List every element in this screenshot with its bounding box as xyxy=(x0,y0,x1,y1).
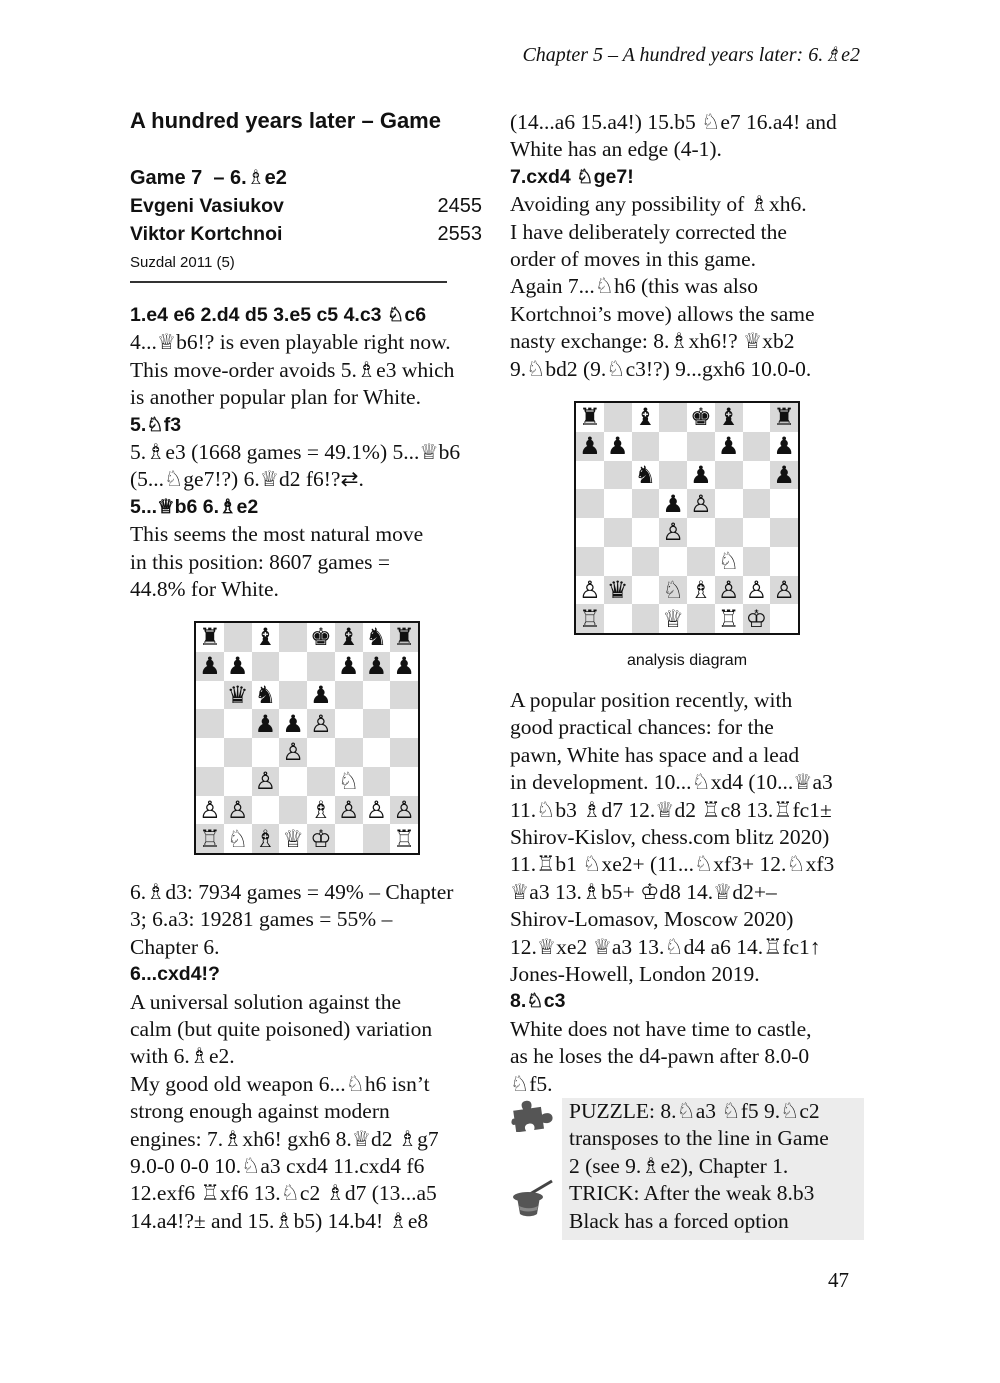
board-square xyxy=(390,709,418,738)
game-title: Game 7 – 6.♗e2 xyxy=(130,167,287,189)
text-line: 12.exf6 ♖xf6 13.♘c2 ♗d7 (13...a5 xyxy=(130,1181,437,1206)
board-square xyxy=(335,796,363,825)
text-line: in this position: 8607 games = xyxy=(130,549,390,574)
chess-piece: ♚ xyxy=(690,403,712,432)
black-rating: 2553 xyxy=(437,223,482,245)
chess-piece: ♟ xyxy=(393,652,415,681)
chess-piece: ♘ xyxy=(717,547,740,576)
board-square xyxy=(770,604,798,633)
board-square xyxy=(335,767,363,796)
text-line: engines: 7.♗xh6! gxh6 8.♕d2 ♗g7 xyxy=(130,1126,439,1151)
board-square xyxy=(687,403,715,432)
chess-piece: ♖ xyxy=(717,604,740,633)
board-square xyxy=(743,461,771,490)
board-square xyxy=(363,796,391,825)
chess-piece: ♟ xyxy=(226,652,249,681)
chess-piece: ♜ xyxy=(579,403,601,432)
chess-piece: ♟ xyxy=(690,460,712,489)
board-square xyxy=(715,518,743,547)
magic-hat-icon xyxy=(512,1178,556,1218)
black-player: Viktor Kortchnoi xyxy=(130,223,283,245)
puzzle-box-line: Black has a forced option xyxy=(569,1208,789,1233)
puzzle-piece-icon xyxy=(510,1098,556,1132)
board-square xyxy=(363,767,391,796)
board-square xyxy=(279,709,307,738)
page-number: 47 xyxy=(828,1268,849,1292)
chess-piece: ♗ xyxy=(690,575,712,604)
board-square xyxy=(363,652,391,681)
chess-piece: ♗ xyxy=(254,824,277,853)
chess-piece: ♟ xyxy=(199,652,221,681)
board-square xyxy=(576,518,604,547)
board-square xyxy=(604,576,632,605)
text-line: calm (but quite poisoned) variation xyxy=(130,1017,433,1042)
chess-piece: ♟ xyxy=(282,709,304,738)
text-line: 6.♗d3: 7934 games = 49% – Chapter xyxy=(130,880,454,904)
board-square xyxy=(224,738,252,767)
text-line: This move-order avoids 5.♗e3 which xyxy=(130,357,455,382)
board-square xyxy=(335,709,363,738)
chess-piece: ♕ xyxy=(662,604,684,633)
chess-piece: ♞ xyxy=(254,680,277,709)
board-square xyxy=(770,489,798,518)
white-player-row xyxy=(130,192,482,220)
board-square xyxy=(307,767,335,796)
board-square xyxy=(279,738,307,767)
board-square xyxy=(196,681,224,710)
puzzle-box-line: transposes to the line in Game xyxy=(569,1126,829,1151)
chess-piece: ♙ xyxy=(662,518,684,547)
board-square xyxy=(196,796,224,825)
text-line: Jones-Howell, London 2019. xyxy=(510,962,760,987)
board-square xyxy=(224,652,252,681)
chess-piece: ♜ xyxy=(199,623,221,652)
text-line: I have deliberately corrected the xyxy=(510,219,787,244)
running-head: Chapter 5 – A hundred years later: 6.♗e2 xyxy=(522,44,860,66)
board-square xyxy=(743,403,771,432)
board-square xyxy=(687,547,715,576)
board-square xyxy=(770,403,798,432)
text-line: good practical chances: for the xyxy=(510,715,774,740)
board-square xyxy=(576,461,604,490)
chess-piece: ♕ xyxy=(282,824,304,853)
chess-board-main xyxy=(194,621,420,855)
board-square xyxy=(224,796,252,825)
chess-piece: ♔ xyxy=(310,824,332,853)
text-line: Again 7...♘h6 (this was also xyxy=(510,274,758,299)
board-square xyxy=(632,489,660,518)
board-square xyxy=(224,623,252,652)
chess-piece: ♙ xyxy=(745,575,768,604)
chess-piece: ♟ xyxy=(606,432,629,461)
chess-piece: ♚ xyxy=(310,623,332,652)
section-title: A hundred years later – Game xyxy=(130,108,441,133)
chess-piece: ♟ xyxy=(310,680,332,709)
board-square xyxy=(279,623,307,652)
board-square xyxy=(632,432,660,461)
board-square xyxy=(604,547,632,576)
board-square xyxy=(604,461,632,490)
header-divider xyxy=(130,281,447,283)
text-line: 5.♗e3 (1668 games = 49.1%) 5...♕b6 xyxy=(130,440,461,465)
board-square xyxy=(307,681,335,710)
chess-board-analysis xyxy=(574,401,800,635)
text-line: White has an edge (4-1). xyxy=(510,137,722,162)
board-square xyxy=(632,461,660,490)
chess-piece: ♞ xyxy=(634,460,657,489)
puzzle-trick-box xyxy=(562,1098,864,1240)
chess-piece: ♜ xyxy=(393,623,415,652)
board-square xyxy=(363,709,391,738)
text-line: Chapter 6. xyxy=(130,934,220,959)
board-square xyxy=(390,623,418,652)
board-square xyxy=(743,547,771,576)
left-column-text-top xyxy=(130,302,486,603)
text-line: 3; 6.a3: 19281 games = 55% – xyxy=(130,907,393,932)
board-square xyxy=(196,709,224,738)
board-square xyxy=(604,432,632,461)
chess-piece: ♝ xyxy=(254,623,277,652)
chess-piece: ♙ xyxy=(310,709,332,738)
move-heading: 5.♘f3 xyxy=(130,413,182,436)
board-square xyxy=(715,461,743,490)
board-square xyxy=(715,489,743,518)
chess-piece: ♙ xyxy=(337,795,360,824)
chess-piece: ♟ xyxy=(717,432,740,461)
board-square xyxy=(252,796,280,825)
board-square xyxy=(196,652,224,681)
right-column-text-top xyxy=(510,109,868,383)
board-square xyxy=(279,652,307,681)
board-square xyxy=(770,547,798,576)
board-square xyxy=(659,576,687,605)
board-square xyxy=(770,432,798,461)
chess-piece: ♟ xyxy=(662,489,684,518)
board-square xyxy=(279,824,307,853)
board-square xyxy=(252,652,280,681)
text-line: (5...♘ge7!?) 6.♕d2 f6!?⇄. xyxy=(130,467,364,492)
board-square xyxy=(659,432,687,461)
text-line: 12.♕xe2 ♕a3 13.♘d4 a6 14.♖fc1↑ xyxy=(510,934,821,959)
board-square xyxy=(335,681,363,710)
board-square xyxy=(632,576,660,605)
text-line: 11.♘b3 ♗d7 12.♕d2 ♖c8 13.♖fc1± xyxy=(510,797,832,822)
board-square xyxy=(576,489,604,518)
board-square xyxy=(224,824,252,853)
board-square xyxy=(390,767,418,796)
chess-piece: ♙ xyxy=(393,795,415,824)
text-line: 9.♘bd2 (9.♘c3!?) 9...gxh6 10.0-0. xyxy=(510,356,812,381)
chess-piece: ♖ xyxy=(579,604,601,633)
board-square xyxy=(604,518,632,547)
text-line: This seems the most natural move xyxy=(130,522,424,547)
board-square xyxy=(715,604,743,633)
board-square xyxy=(687,461,715,490)
text-line: 4...♕b6!? is even playable right now. xyxy=(130,330,451,355)
event: Suzdal 2011 (5) xyxy=(130,254,235,271)
board-square xyxy=(632,403,660,432)
puzzle-box-line: 2 (see 9.♗e2), Chapter 1. xyxy=(569,1153,789,1178)
left-column-text-bottom xyxy=(130,879,486,1235)
move-heading: 5...♕b6 6.♗e2 xyxy=(130,495,259,518)
text-line: order of moves in this game. xyxy=(510,247,757,272)
chess-piece: ♘ xyxy=(662,575,684,604)
chess-piece: ♞ xyxy=(365,623,388,652)
puzzle-box-line: PUZZLE: 8.♘a3 ♘f5 9.♘c2 xyxy=(569,1099,820,1123)
chess-piece: ♛ xyxy=(606,575,629,604)
board-square xyxy=(307,796,335,825)
board-square xyxy=(632,547,660,576)
board-square xyxy=(252,767,280,796)
chess-piece: ♘ xyxy=(337,767,360,796)
text-line: My good old weapon 6...♘h6 isn’t xyxy=(130,1071,430,1096)
board-square xyxy=(307,623,335,652)
board-square xyxy=(659,461,687,490)
chess-piece: ♙ xyxy=(365,795,388,824)
text-line: A universal solution against the xyxy=(130,989,402,1014)
chess-piece: ♙ xyxy=(226,795,249,824)
board-square xyxy=(363,681,391,710)
text-line: is another popular plan for White. xyxy=(130,385,421,410)
text-line: nasty exchange: 8.♗xh6!? ♕xb2 xyxy=(510,329,795,354)
text-line: (14...a6 15.a4!) 15.b5 ♘e7 16.a4! and xyxy=(510,110,837,134)
board-square xyxy=(604,403,632,432)
board-square xyxy=(687,432,715,461)
chess-piece: ♜ xyxy=(773,403,795,432)
board-square xyxy=(279,796,307,825)
text-line: in development. 10...♘xd4 (10...♕a3 xyxy=(510,770,833,795)
board-square xyxy=(390,796,418,825)
board-square xyxy=(770,461,798,490)
chess-piece: ♛ xyxy=(226,680,249,709)
board-square xyxy=(743,576,771,605)
board-square xyxy=(196,623,224,652)
chess-piece: ♘ xyxy=(226,824,249,853)
chess-piece: ♙ xyxy=(199,795,221,824)
text-line: Kortchnoi’s move) allows the same xyxy=(510,301,815,326)
board-square xyxy=(632,518,660,547)
text-line: ♘f5. xyxy=(510,1071,553,1096)
text-line: pawn, White has space and a lead xyxy=(510,742,800,767)
chess-piece: ♝ xyxy=(337,623,360,652)
move-heading: 1.e4 e6 2.d4 d5 3.e5 c5 4.c3 ♘c6 xyxy=(130,304,427,326)
board-square xyxy=(743,489,771,518)
chess-piece: ♖ xyxy=(199,824,221,853)
board-square xyxy=(335,738,363,767)
board-square xyxy=(770,518,798,547)
move-heading: 8.♘c3 xyxy=(510,990,566,1013)
board-square xyxy=(687,604,715,633)
board-square xyxy=(390,738,418,767)
text-line: White does not have time to castle, xyxy=(510,1016,812,1041)
chess-piece: ♔ xyxy=(745,604,768,633)
board-square xyxy=(252,623,280,652)
chess-piece: ♟ xyxy=(579,432,601,461)
text-line: 9.0-0 0-0 10.♘a3 cxd4 11.cxd4 f6 xyxy=(130,1154,425,1179)
board-square xyxy=(687,576,715,605)
board-square xyxy=(307,709,335,738)
board-square xyxy=(252,738,280,767)
board-square xyxy=(390,681,418,710)
board-square xyxy=(715,403,743,432)
board-square xyxy=(687,518,715,547)
text-line: as he loses the d4-pawn after 8.0-0 xyxy=(510,1044,810,1069)
chess-piece: ♙ xyxy=(773,575,795,604)
puzzle-box-text xyxy=(569,1098,869,1235)
board-square xyxy=(307,652,335,681)
chess-piece: ♗ xyxy=(310,795,332,824)
board-square xyxy=(363,623,391,652)
text-line: Avoiding any possibility of ♗xh6. xyxy=(510,192,807,217)
board-square xyxy=(252,709,280,738)
board-square xyxy=(363,824,391,853)
board-square xyxy=(390,652,418,681)
chess-piece: ♙ xyxy=(690,489,712,518)
board-square xyxy=(632,604,660,633)
board-square xyxy=(252,824,280,853)
text-line: strong enough against modern xyxy=(130,1099,390,1124)
board-square xyxy=(279,767,307,796)
board-square xyxy=(604,604,632,633)
chess-piece: ♟ xyxy=(337,652,360,681)
white-rating: 2455 xyxy=(437,195,482,217)
board-square xyxy=(576,432,604,461)
text-line: with 6.♗e2. xyxy=(130,1044,235,1069)
chess-piece: ♙ xyxy=(717,575,740,604)
board-square xyxy=(715,547,743,576)
board-square xyxy=(335,652,363,681)
text-line: 11.♖b1 ♘xe2+ (11...♘xf3+ 12.♘xf3 xyxy=(510,852,835,877)
board-square xyxy=(224,709,252,738)
board-square xyxy=(743,604,771,633)
board-square xyxy=(659,489,687,518)
board-square xyxy=(715,576,743,605)
chess-piece: ♟ xyxy=(773,432,795,461)
board-square xyxy=(335,824,363,853)
board-square xyxy=(224,767,252,796)
chess-piece: ♟ xyxy=(773,460,795,489)
board-square xyxy=(196,767,224,796)
text-line: A popular position recently, with xyxy=(510,688,793,712)
chess-piece: ♙ xyxy=(282,738,304,767)
board-square xyxy=(335,623,363,652)
board-square xyxy=(307,738,335,767)
board-square xyxy=(196,824,224,853)
chess-piece: ♟ xyxy=(254,709,277,738)
text-line: 44.8% for White. xyxy=(130,577,279,602)
puzzle-box-line: TRICK: After the weak 8.b3 xyxy=(569,1181,815,1206)
board-square xyxy=(576,547,604,576)
board-square xyxy=(576,604,604,633)
board-square xyxy=(770,576,798,605)
board-square xyxy=(743,432,771,461)
board-square xyxy=(659,547,687,576)
board-square xyxy=(659,518,687,547)
board-square xyxy=(743,518,771,547)
chess-piece: ♖ xyxy=(393,824,415,853)
game-header xyxy=(130,164,482,278)
board-square xyxy=(363,738,391,767)
white-player: Evgeni Vasiukov xyxy=(130,195,284,217)
move-heading: 6...cxd4!? xyxy=(130,963,220,986)
board-square xyxy=(687,489,715,518)
board-square xyxy=(659,604,687,633)
text-line: ♕a3 13.♗b5+ ♔d8 14.♕d2+– xyxy=(510,879,777,904)
text-line: Shirov-Lomasov, Moscow 2020) xyxy=(510,907,794,932)
board-square xyxy=(659,403,687,432)
right-column-text-bottom xyxy=(510,687,868,1098)
text-line: 14.a4!?± and 15.♗b5) 14.b4! ♗e8 xyxy=(130,1208,429,1233)
board-square xyxy=(252,681,280,710)
board-square xyxy=(576,576,604,605)
board-square xyxy=(604,489,632,518)
analysis-diagram-caption: analysis diagram xyxy=(626,652,748,669)
board-square xyxy=(390,824,418,853)
chess-piece: ♟ xyxy=(365,652,388,681)
board-square xyxy=(224,681,252,710)
board-square xyxy=(279,681,307,710)
chess-piece: ♙ xyxy=(254,767,277,796)
move-heading: 7.cxd4 ♘ge7! xyxy=(510,165,634,188)
chess-piece: ♝ xyxy=(634,403,657,432)
black-player-row xyxy=(130,220,482,248)
board-square xyxy=(307,824,335,853)
board-square xyxy=(576,403,604,432)
board-square xyxy=(196,738,224,767)
chess-piece: ♝ xyxy=(717,403,740,432)
board-square xyxy=(715,432,743,461)
chess-piece: ♙ xyxy=(579,575,601,604)
text-line: Shirov-Kislov, chess.com blitz 2020) xyxy=(510,825,830,850)
